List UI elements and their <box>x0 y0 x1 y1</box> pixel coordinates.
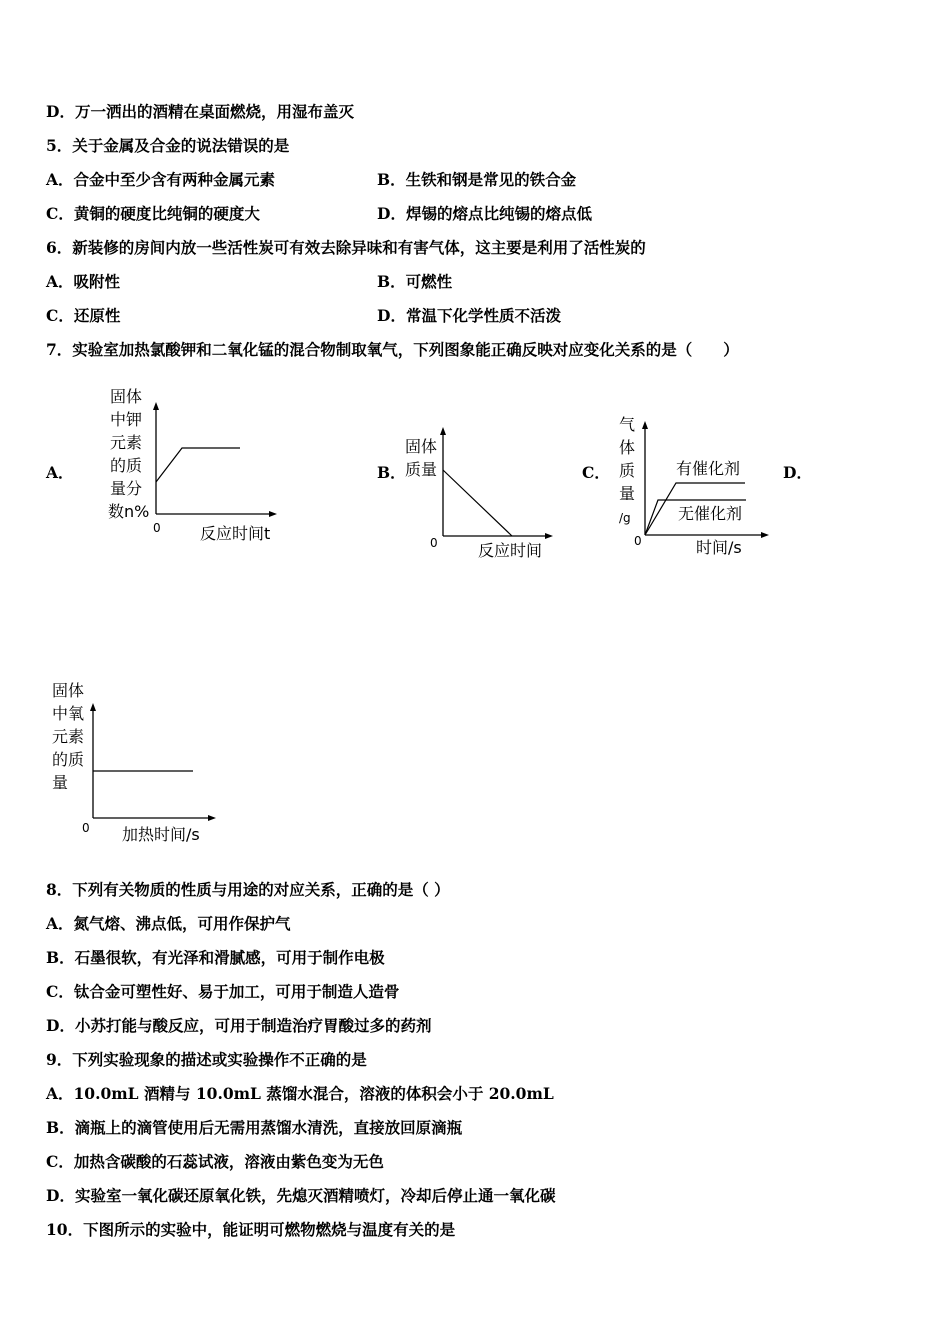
graph-a-ylabel-1: 固体 <box>110 387 143 406</box>
q5-option-c[interactable]: C．黄铜的硬度比纯铜的硬度大 <box>46 204 260 223</box>
graph-a-curve <box>156 448 240 482</box>
graph-b-ylabel-2: 质量 <box>405 460 438 479</box>
graph-b-x-arrow <box>545 533 553 539</box>
q8-option-c[interactable]: C．钛合金可塑性好、易于加工，可用于制造人造骨 <box>46 982 400 1001</box>
q5-option-d[interactable]: D．焊锡的熔点比纯锡的熔点低 <box>377 204 592 223</box>
graph-c-ylabel-4: 量 <box>619 484 636 503</box>
q8-stem: 8．下列有关物质的性质与用途的对应关系，正确的是（ ） <box>46 880 450 899</box>
graph-a-origin: 0 <box>153 521 161 535</box>
graph-a <box>100 384 290 549</box>
graph-d-xlabel: 加热时间/s <box>122 825 200 844</box>
graph-a-xlabel: 反应时间t <box>200 524 271 543</box>
graph-c-series-no-catalyst: 无催化剂 <box>678 504 743 523</box>
graph-d-origin: 0 <box>82 821 90 835</box>
graph-c-y-arrow <box>642 421 648 429</box>
q5-stem: 5．关于金属及合金的说法错误的是 <box>46 136 290 155</box>
q9-option-c[interactable]: C．加热含碳酸的石蕊试液，溶液由紫色变为无色 <box>46 1152 384 1171</box>
graph-a-ylabel <box>108 387 149 521</box>
graph-d-ylabel-1: 固体 <box>52 681 85 700</box>
graph-b-ylabel-1: 固体 <box>405 437 438 456</box>
q4-option-d: D．万一洒出的酒精在桌面燃烧，用湿布盖灭 <box>46 102 354 121</box>
graph-a-ylabel-6: 数n% <box>108 502 150 521</box>
q6-option-a[interactable]: A．吸附性 <box>46 272 121 291</box>
q6-option-d[interactable]: D．常温下化学性质不活泼 <box>377 306 561 325</box>
q7-option-b-label[interactable]: B． <box>377 463 406 482</box>
q6-options-row2 <box>46 306 926 326</box>
graph-d-ylabel-2: 中氧 <box>52 704 85 723</box>
q5-options-row1 <box>46 170 926 190</box>
q9-option-a[interactable]: A．10.0mL 酒精与 10.0mL 蒸馏水混合，溶液的体积会小于 20.0mL <box>46 1084 554 1103</box>
q5-options-row2 <box>46 204 926 224</box>
q10-stem: 10．下图所示的实验中，能证明可燃物燃烧与温度有关的是 <box>46 1220 456 1239</box>
graph-d-y-arrow <box>90 703 96 711</box>
graph-c-origin: 0 <box>634 534 642 548</box>
graph-a-ylabel-2: 中钾 <box>110 410 143 429</box>
q8-option-a[interactable]: A．氮气熔、沸点低，可用作保护气 <box>46 914 291 933</box>
q9-option-b[interactable]: B．滴瓶上的滴管使用后无需用蒸馏水清洗，直接放回原滴瓶 <box>46 1118 463 1137</box>
q9-stem: 9．下列实验现象的描述或实验操作不正确的是 <box>46 1050 367 1069</box>
graph-a-ylabel-5: 量分 <box>110 479 143 498</box>
graph-a-x-arrow <box>269 511 277 517</box>
graph-d-ylabel-3: 元素 <box>52 727 85 746</box>
graph-a-y-arrow <box>153 402 159 410</box>
q5-option-b[interactable]: B．生铁和钢是常见的铁合金 <box>377 170 577 189</box>
graph-c-xlabel: 时间/s <box>696 538 742 557</box>
q6-option-c[interactable]: C．还原性 <box>46 306 121 325</box>
graph-a-ylabel-4: 的质 <box>110 456 143 475</box>
graph-c <box>612 410 782 565</box>
q7-option-a-label[interactable]: A． <box>46 463 74 482</box>
graph-b-xlabel: 反应时间 <box>478 541 543 560</box>
graph-b-y-arrow <box>440 427 446 435</box>
q7-stem: 7．实验室加热氯酸钾和二氧化锰的混合物制取氧气，下列图象能正确反映对应变化关系的是（ ） <box>46 340 739 359</box>
q7-option-c-label[interactable]: C． <box>582 463 610 482</box>
q8-option-d[interactable]: D．小苏打能与酸反应，可用于制造治疗胃酸过多的药剂 <box>46 1016 432 1035</box>
graph-c-ylabel-1: 气 <box>619 415 636 434</box>
graph-b-curve <box>443 470 512 536</box>
graph-c-x-arrow <box>761 532 769 538</box>
graph-b-origin: 0 <box>430 536 438 550</box>
graph-d-ylabel-4: 的质 <box>52 750 85 769</box>
graph-c-ylabel-2: 体 <box>619 438 636 457</box>
q6-options-row1 <box>46 272 926 292</box>
q6-option-b[interactable]: B．可燃性 <box>377 272 453 291</box>
graph-a-ylabel-3: 元素 <box>110 433 143 452</box>
q5-option-a[interactable]: A．合金中至少含有两种金属元素 <box>46 170 276 189</box>
graph-d-x-arrow <box>208 815 216 821</box>
graph-d-ylabel-5: 量 <box>52 773 69 792</box>
graph-c-ylabel-3: 质 <box>619 461 636 480</box>
q9-option-d[interactable]: D．实验室一氧化碳还原氧化铁，先熄灭酒精喷灯，冷却后停止通一氧化碳 <box>46 1186 556 1205</box>
q6-stem: 6．新装修的房间内放一些活性炭可有效去除异味和有害气体，这主要是利用了活性炭的 <box>46 238 646 257</box>
graph-b <box>400 420 565 565</box>
q8-option-b[interactable]: B．石墨很软，有光泽和滑腻感，可用于制作电极 <box>46 948 385 967</box>
q7-option-d-label[interactable]: D． <box>783 463 812 482</box>
graph-c-ylabel-5: /g <box>619 511 631 525</box>
graph-c-series-catalyst: 有催化剂 <box>676 459 741 478</box>
graph-d <box>45 676 235 851</box>
